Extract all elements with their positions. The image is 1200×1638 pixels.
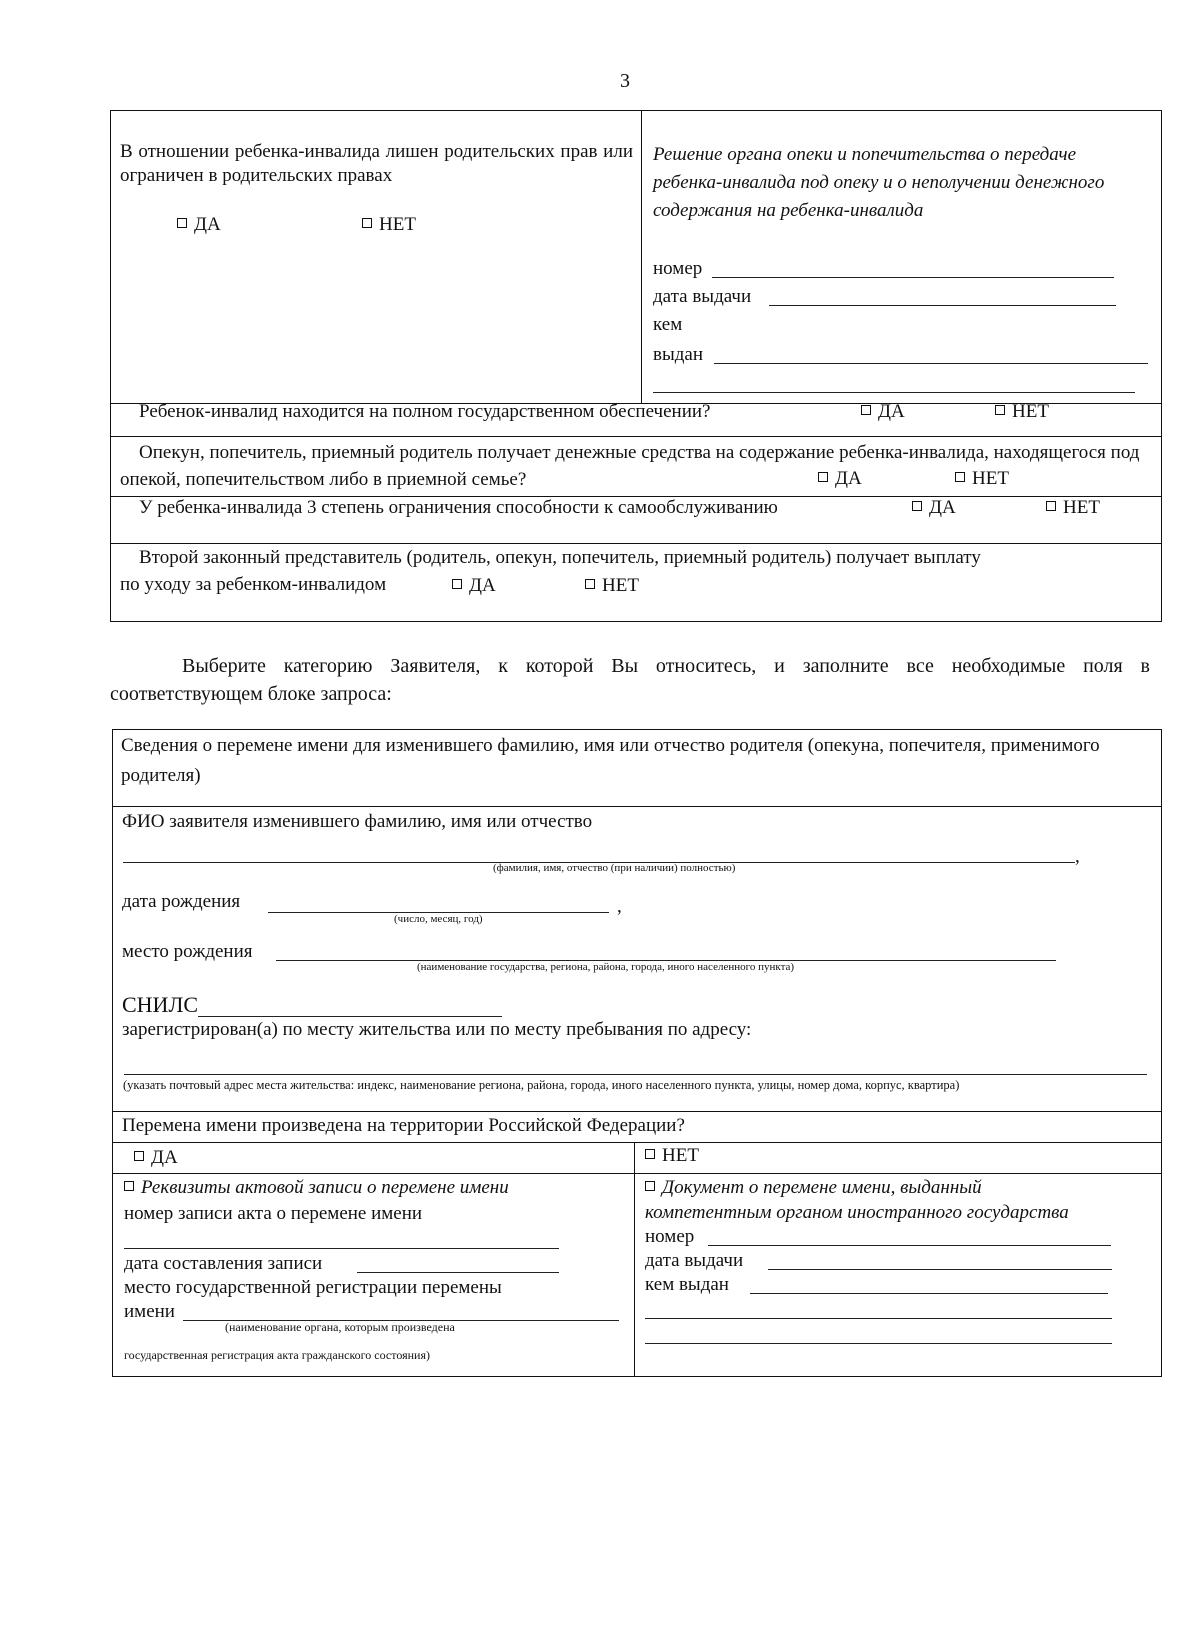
rf-no-label: НЕТ	[662, 1145, 699, 1166]
full-state-support-question: Ребенок-инвалид находится на полном государственном обеспечении?	[139, 401, 711, 422]
second-rep-no-checkbox[interactable]	[585, 572, 639, 599]
registration-place-label: место государственной регистрации перемены	[124, 1277, 502, 1298]
name-change-heading: Сведения о перемене имени для изменившего фамилию, имя или отчество родителя (опекуна, попечителя, применимого родителя)	[121, 735, 1100, 786]
deprived-no-checkbox[interactable]	[362, 211, 416, 238]
rf-yes-label: ДА	[151, 1147, 178, 1168]
checkbox-icon	[1046, 501, 1056, 511]
foreign-number-label: номер	[645, 1226, 695, 1247]
decision-issued-by-field-2[interactable]	[653, 392, 1135, 393]
deprived-rights-text: В отношении ребенка-инвалида лишен родительских прав или ограничен в родительских правах	[120, 141, 633, 186]
second-rep-no-label: НЕТ	[602, 575, 639, 596]
foreign-issue-date-field[interactable]	[768, 1269, 1112, 1270]
registration-place-hint-cont: государственная регистрация акта гражданского состояния)	[124, 1348, 430, 1362]
decision-issue-date-field[interactable]	[769, 305, 1116, 306]
rf-change-question: Перемена имени произведена на территории Российской Федерации?	[122, 1115, 685, 1136]
guardian-funds-no-checkbox[interactable]	[955, 465, 1009, 492]
checkbox-icon	[995, 405, 1005, 415]
foreign-document-checkbox[interactable]	[645, 1174, 982, 1201]
checkbox-icon	[124, 1181, 134, 1191]
birth-place-label: место рождения	[122, 941, 253, 962]
guardian-funds-yes-label: ДА	[835, 468, 862, 489]
record-number-label: номер записи акта о перемене имени	[124, 1203, 423, 1224]
checkbox-icon	[912, 501, 922, 511]
guardianship-decision-title: Решение органа опеки и попечительства о передаче ребенка-инвалида под опеку и о неполучении денежного содержания на ребенка-инвалида	[653, 144, 1105, 221]
full-support-yes-checkbox[interactable]	[861, 398, 905, 425]
table1-row-divider	[110, 436, 1162, 437]
degree3-no-label: НЕТ	[1063, 497, 1100, 518]
foreign-document-title-cont: компетентным органом иностранного государства	[645, 1202, 1069, 1223]
deprived-yes-label: ДА	[194, 214, 221, 235]
foreign-number-field[interactable]	[708, 1245, 1111, 1246]
foreign-issued-by-field-3[interactable]	[645, 1343, 1112, 1344]
decision-issued-by-field[interactable]	[714, 363, 1148, 364]
self-care-degree-question: У ребенка-инвалида 3 степень ограничения способности к самообслуживанию	[139, 497, 778, 518]
table2-row-divider	[112, 1142, 1162, 1143]
address-field[interactable]	[124, 1074, 1147, 1075]
registration-place-hint: (наименование органа, которым произведена	[225, 1320, 455, 1334]
deprived-yes-checkbox[interactable]	[177, 211, 221, 238]
foreign-issued-by-field[interactable]	[750, 1293, 1108, 1294]
birth-date-hint: (число, месяц, год)	[394, 913, 483, 925]
registered-address-label: зарегистрирован(а) по месту жительства или по месту пребывания по адресу:	[122, 1019, 752, 1040]
decision-number-field[interactable]	[712, 277, 1114, 278]
rf-yes-checkbox[interactable]	[134, 1144, 178, 1171]
registration-place-label-cont: имени	[124, 1301, 175, 1322]
birth-place-hint: (наименование государства, региона, района, города, иного населенного пункта)	[417, 961, 795, 973]
record-number-field[interactable]	[124, 1248, 559, 1249]
guardian-funds-question: Опекун, попечитель, приемный родитель получает денежные средства на содержание ребенка-инвалида, находящегося под опекой, попечительством либо в приемной семье?	[120, 442, 1140, 490]
decision-issue-date-label: дата выдачи	[653, 286, 752, 307]
record-date-field[interactable]	[357, 1272, 559, 1273]
address-hint: (указать почтовый адрес места жительства: индекс, наименование региона, района, города, иного населенного пункта, улицы, номер дома, корпус, квартира)	[123, 1078, 960, 1092]
act-record-title: Реквизиты актовой записи о перемене имени	[141, 1177, 509, 1198]
page-number: 3	[620, 70, 630, 92]
foreign-issue-date-label: дата выдачи	[645, 1250, 744, 1271]
full-support-no-label: НЕТ	[1012, 401, 1049, 422]
checkbox-icon	[452, 579, 462, 589]
checkbox-icon	[134, 1151, 144, 1161]
birth-date-comma: ,	[617, 896, 622, 917]
decision-issued-by-label: кем	[653, 314, 683, 335]
table2-row-divider	[112, 806, 1162, 807]
checkbox-icon	[177, 218, 187, 228]
checkbox-icon	[362, 218, 372, 228]
guardian-funds-yes-checkbox[interactable]	[818, 465, 862, 492]
foreign-issued-by-field-2[interactable]	[645, 1318, 1112, 1319]
foreign-issued-by-label: кем выдан	[645, 1274, 729, 1295]
foreign-document-title: Документ о перемене имени, выданный	[662, 1177, 982, 1198]
birth-date-label: дата рождения	[122, 891, 241, 912]
checkbox-icon	[645, 1149, 655, 1159]
second-rep-yes-checkbox[interactable]	[452, 572, 496, 599]
full-support-no-checkbox[interactable]	[995, 398, 1049, 425]
degree3-no-checkbox[interactable]	[1046, 494, 1100, 521]
table1-column-divider	[641, 110, 642, 404]
record-date-label: дата составления записи	[124, 1253, 323, 1274]
guardian-funds-no-label: НЕТ	[972, 468, 1009, 489]
checkbox-icon	[955, 472, 965, 482]
category-instruction: Выберите категорию Заявителя, к которой Вы относитесь, и заполните все необходимые поля в соответствующем блоке запроса:	[110, 655, 1150, 705]
degree3-yes-label: ДА	[929, 497, 956, 518]
decision-number-label: номер	[653, 258, 703, 279]
second-rep-yes-label: ДА	[469, 575, 496, 596]
decision-issued-by-label-cont: выдан	[653, 344, 704, 365]
checkbox-icon	[645, 1181, 655, 1191]
act-record-checkbox[interactable]	[124, 1174, 509, 1201]
full-support-yes-label: ДА	[878, 401, 905, 422]
checkbox-icon	[861, 405, 871, 415]
checkbox-icon	[585, 579, 595, 589]
fio-hint: (фамилия, имя, отчество (при наличии) полностью)	[493, 862, 736, 874]
fio-comma: ,	[1075, 846, 1080, 867]
table2-column-divider	[634, 1142, 635, 1377]
snils-label: СНИЛС	[122, 992, 199, 1017]
deprived-no-label: НЕТ	[379, 214, 416, 235]
checkbox-icon	[818, 472, 828, 482]
second-representative-question: Второй законный представитель (родитель, опекун, попечитель, приемный родитель) получает выплату по уходу за ребенком-инвалидом	[120, 547, 981, 595]
degree3-yes-checkbox[interactable]	[912, 494, 956, 521]
fio-label: ФИО заявителя изменившего фамилию, имя или отчество	[122, 811, 593, 832]
rf-no-checkbox[interactable]	[645, 1142, 699, 1169]
